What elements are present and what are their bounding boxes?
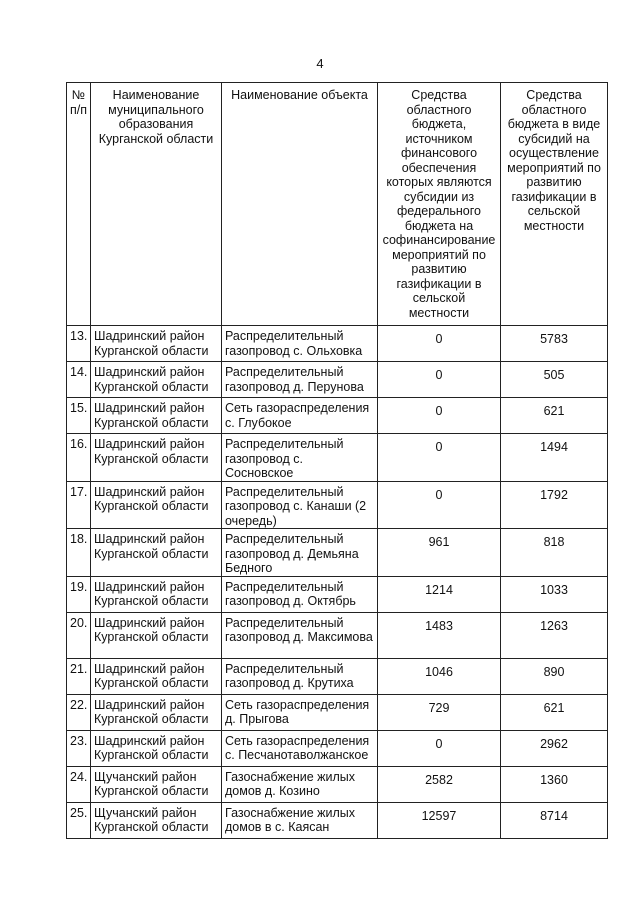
row-number-cell: 19. [67, 576, 91, 612]
table-row [67, 362, 608, 398]
regional-amount-cell: 1494 [501, 434, 608, 482]
header-number: № п/п [67, 83, 91, 326]
regional-amount-cell: 1033 [501, 576, 608, 612]
object-cell: Распределительный газопровод д. Октябрь [222, 576, 378, 612]
federal-amount-cell: 1046 [378, 658, 501, 694]
federal-amount-cell: 1214 [378, 576, 501, 612]
row-number-cell: 17. [67, 481, 91, 529]
table-row [67, 802, 608, 838]
gasification-table [66, 82, 608, 839]
object-cell: Распределительный газопровод д. Демьяна Бедного [222, 529, 378, 577]
regional-amount-cell: 505 [501, 362, 608, 398]
federal-amount-cell: 0 [378, 362, 501, 398]
row-number-cell: 20. [67, 612, 91, 658]
row-number-cell: 24. [67, 766, 91, 802]
table-row [67, 481, 608, 529]
row-number-cell: 22. [67, 694, 91, 730]
municipality-cell: Шадринский район Курганской области [91, 529, 222, 577]
table-row [67, 576, 608, 612]
municipality-cell: Шадринский район Курганской области [91, 658, 222, 694]
municipality-cell: Шадринский район Курганской области [91, 730, 222, 766]
municipality-cell: Шадринский район Курганской области [91, 612, 222, 658]
object-cell: Газоснабжение жилых домов в с. Каясан [222, 802, 378, 838]
row-number-cell: 21. [67, 658, 91, 694]
regional-amount-cell: 5783 [501, 326, 608, 362]
table-row [67, 529, 608, 577]
object-cell: Распределительный газопровод д. Крутиха [222, 658, 378, 694]
object-cell: Распределительный газопровод с. Ольховка [222, 326, 378, 362]
municipality-cell: Щучанский район Курганской области [91, 766, 222, 802]
row-number-cell: 15. [67, 398, 91, 434]
row-number-cell: 25. [67, 802, 91, 838]
header-municipality: Наименование муниципального образования Курганской области [91, 83, 222, 326]
regional-amount-cell: 621 [501, 694, 608, 730]
municipality-cell: Шадринский район Курганской области [91, 576, 222, 612]
regional-amount-cell: 890 [501, 658, 608, 694]
regional-amount-cell: 1792 [501, 481, 608, 529]
municipality-cell: Шадринский район Курганской области [91, 398, 222, 434]
municipality-cell: Шадринский район Курганской области [91, 326, 222, 362]
federal-amount-cell: 12597 [378, 802, 501, 838]
object-cell: Распределительный газопровод д. Максимова [222, 612, 378, 658]
header-federal-cofinancing: Средства областного бюджета, источником финансового обеспечения которых являются субсидии из федерального бюджета на софинансирование мероприятий по развитию газификации в сельской местности [378, 83, 501, 326]
table-header-row [67, 83, 608, 326]
header-object: Наименование объекта [222, 83, 378, 326]
row-number-cell: 13. [67, 326, 91, 362]
object-cell: Сеть газораспределения с. Песчанотаволжанское [222, 730, 378, 766]
object-cell: Газоснабжение жилых домов д. Козино [222, 766, 378, 802]
object-cell: Распределительный газопровод с. Сосновское [222, 434, 378, 482]
federal-amount-cell: 1483 [378, 612, 501, 658]
row-number-cell: 23. [67, 730, 91, 766]
table-row [67, 694, 608, 730]
regional-amount-cell: 8714 [501, 802, 608, 838]
municipality-cell: Шадринский район Курганской области [91, 362, 222, 398]
object-cell: Сеть газораспределения с. Глубокое [222, 398, 378, 434]
table-row [67, 434, 608, 482]
regional-amount-cell: 818 [501, 529, 608, 577]
regional-amount-cell: 621 [501, 398, 608, 434]
table-row [67, 766, 608, 802]
federal-amount-cell: 0 [378, 481, 501, 529]
regional-amount-cell: 2962 [501, 730, 608, 766]
header-regional-subsidy: Средства областного бюджета в виде субсидий на осуществление мероприятий по развитию газификации в сельской местности [501, 83, 608, 326]
object-cell: Сеть газораспределения д. Прыгова [222, 694, 378, 730]
federal-amount-cell: 0 [378, 398, 501, 434]
municipality-cell: Шадринский район Курганской области [91, 434, 222, 482]
row-number-cell: 16. [67, 434, 91, 482]
municipality-cell: Щучанский район Курганской области [91, 802, 222, 838]
table-row [67, 658, 608, 694]
object-cell: Распределительный газопровод с. Канаши (2 очередь) [222, 481, 378, 529]
row-number-cell: 14. [67, 362, 91, 398]
regional-amount-cell: 1360 [501, 766, 608, 802]
regional-amount-cell: 1263 [501, 612, 608, 658]
object-cell: Распределительный газопровод д. Перунова [222, 362, 378, 398]
federal-amount-cell: 2582 [378, 766, 501, 802]
federal-amount-cell: 961 [378, 529, 501, 577]
federal-amount-cell: 0 [378, 730, 501, 766]
page-number: 4 [316, 56, 324, 71]
federal-amount-cell: 0 [378, 434, 501, 482]
row-number-cell: 18. [67, 529, 91, 577]
table-row [67, 326, 608, 362]
municipality-cell: Шадринский район Курганской области [91, 694, 222, 730]
table-row [67, 612, 608, 658]
municipality-cell: Шадринский район Курганской области [91, 481, 222, 529]
table-row [67, 398, 608, 434]
federal-amount-cell: 729 [378, 694, 501, 730]
federal-amount-cell: 0 [378, 326, 501, 362]
table-row [67, 730, 608, 766]
